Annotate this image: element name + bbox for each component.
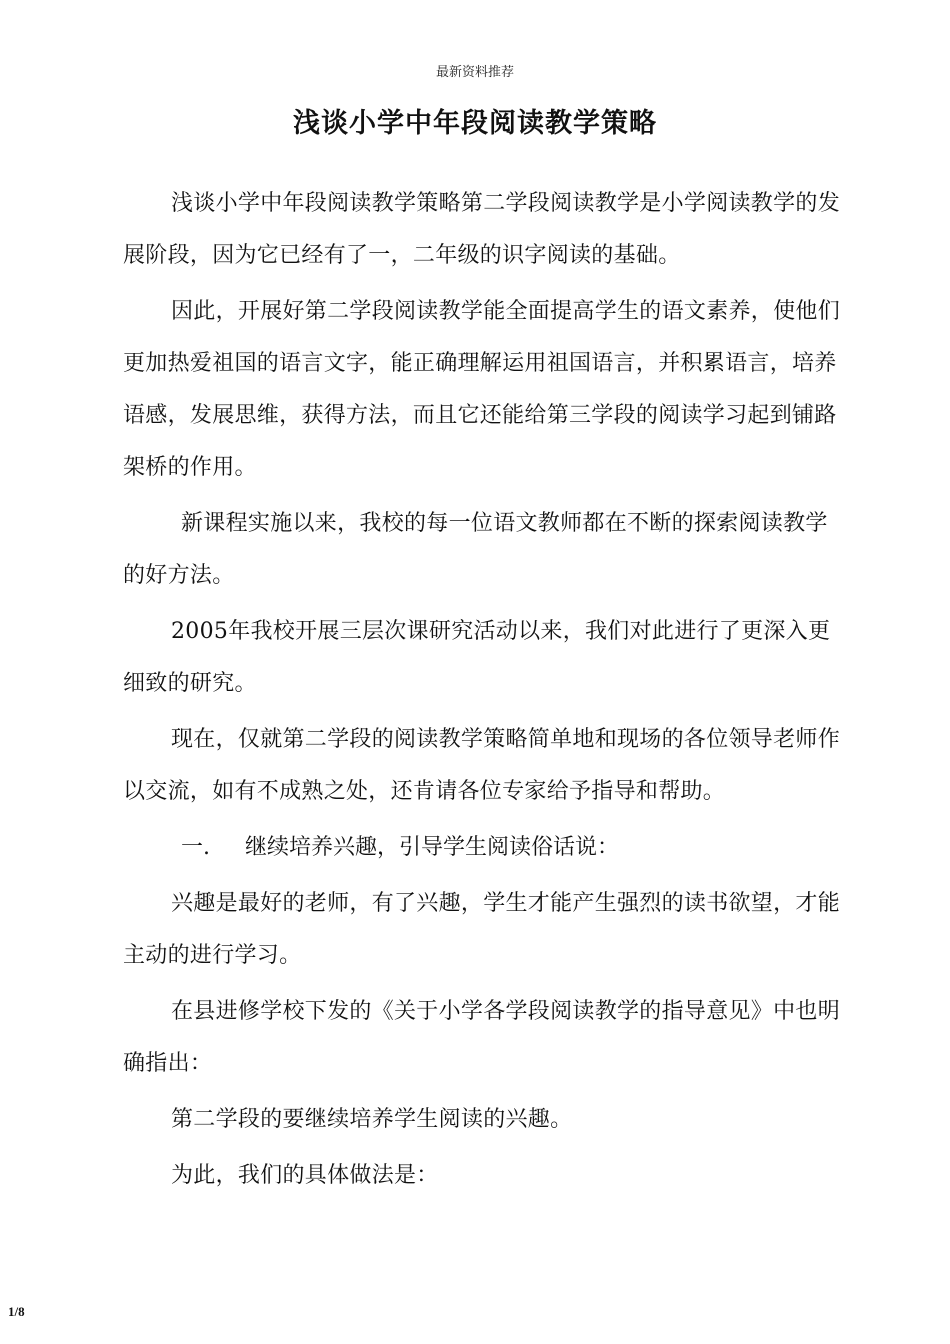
document-body xyxy=(123,178,843,1206)
section-number: 一. xyxy=(181,835,210,860)
document-title: 浅谈小学中年段阅读教学策略 xyxy=(293,108,657,139)
paragraph-exchange: 现在，仅就第二学段的阅读教学策略简单地和现场的各位领导老师作以交流，如有不成熟之处，还肯请各位专家给予指导和帮助。 xyxy=(123,727,841,804)
paragraph-approach: 为此，我们的具体做法是： xyxy=(171,1163,439,1188)
section-heading xyxy=(123,822,843,874)
paragraph-intro: 浅谈小学中年段阅读教学策略第二学段阅读教学是小学阅读教学的发展阶段，因为它已经有了一，二年级的识字阅读的基础。 xyxy=(123,191,841,268)
paragraph-guidance: 在县进修学校下发的《关于小学各学段阅读教学的指导意见》中也明确指出： xyxy=(123,999,841,1076)
paragraph-new-curriculum: 新课程实施以来，我校的每一位语文教师都在不断的探索阅读教学的好方法。 xyxy=(123,511,828,588)
paragraph-interest: 兴趣是最好的老师，有了兴趣，学生才能产生强烈的读书欲望，才能主动的进行学习。 xyxy=(123,891,841,968)
page-header: 最新资料推荐 xyxy=(435,65,514,80)
paragraph-second-stage: 第二学段的要继续培养学生阅读的兴趣。 xyxy=(171,1107,573,1132)
section-heading-text: 继续培养兴趣，引导学生阅读俗话说： xyxy=(245,835,620,860)
paragraph-research: 2005年我校开展三层次课研究活动以来，我们对此进行了更深入更细致的研究。 xyxy=(123,619,831,696)
paragraph-purpose: 因此，开展好第二学段阅读教学能全面提高学生的语文素养，使他们更加热爱祖国的语言文字，能正确理解运用祖国语言，并积累语言，培养语感，发展思维，获得方法，而且它还能给第三学段的阅读学习起到铺路架桥的作用。 xyxy=(123,299,841,480)
page-number: 1/8 xyxy=(8,1304,25,1319)
